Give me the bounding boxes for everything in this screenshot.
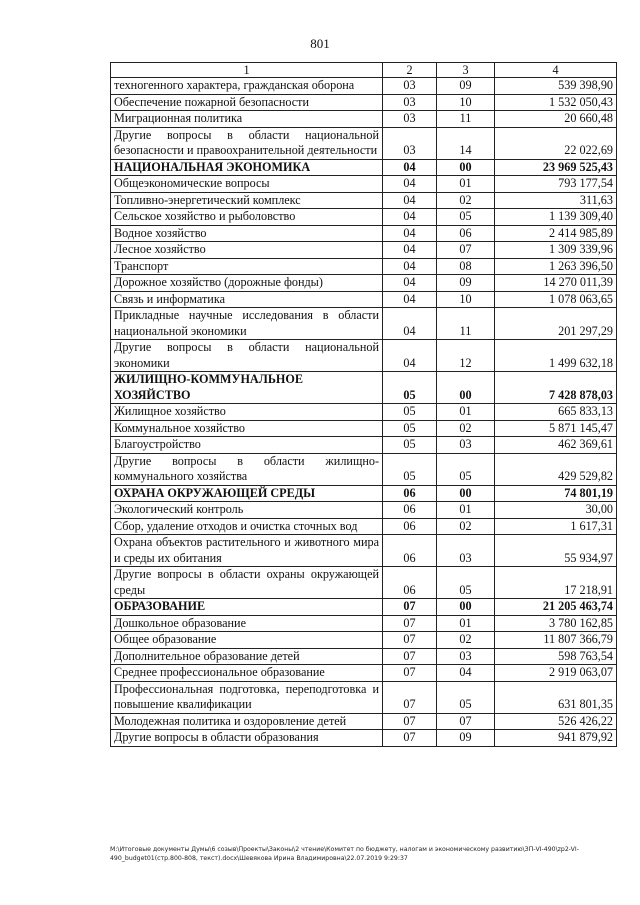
row-name: Общее образование — [111, 632, 383, 649]
row-name: Благоустройство — [111, 437, 383, 454]
row-amount: 30,00 — [495, 502, 617, 519]
row-section: 04 — [383, 209, 437, 226]
table-row — [111, 437, 617, 454]
row-subsection: 14 — [437, 127, 495, 159]
row-section: 07 — [383, 599, 437, 616]
row-subsection: 00 — [437, 159, 495, 176]
row-section: 06 — [383, 502, 437, 519]
page-number: 801 — [310, 36, 330, 51]
row-name: техногенного характера, гражданская оборона — [111, 78, 383, 95]
row-amount: 631 801,35 — [495, 681, 617, 713]
row-amount: 1 532 050,43 — [495, 94, 617, 111]
row-amount: 55 934,97 — [495, 535, 617, 567]
row-subsection: 09 — [437, 275, 495, 292]
table-row — [111, 730, 617, 747]
row-section: 07 — [383, 632, 437, 649]
table-row — [111, 372, 617, 404]
table-row — [111, 615, 617, 632]
table-row — [111, 535, 617, 567]
row-section: 03 — [383, 94, 437, 111]
row-subsection: 01 — [437, 502, 495, 519]
row-amount: 20 660,48 — [495, 111, 617, 128]
row-name: ЖИЛИЩНО-КОММУНАЛЬНОЕ ХОЗЯЙСТВО — [111, 372, 383, 404]
row-amount: 462 369,61 — [495, 437, 617, 454]
row-subsection: 07 — [437, 242, 495, 259]
row-section: 04 — [383, 258, 437, 275]
row-amount: 5 871 145,47 — [495, 420, 617, 437]
table-row — [111, 648, 617, 665]
row-subsection: 05 — [437, 567, 495, 599]
row-section: 05 — [383, 372, 437, 404]
row-amount: 1 263 396,50 — [495, 258, 617, 275]
row-name: Общеэкономические вопросы — [111, 176, 383, 193]
row-subsection: 03 — [437, 437, 495, 454]
table-row — [111, 242, 617, 259]
table-row — [111, 111, 617, 128]
row-name: Экологический контроль — [111, 502, 383, 519]
row-section: 07 — [383, 713, 437, 730]
row-subsection: 00 — [437, 372, 495, 404]
table-row — [111, 420, 617, 437]
row-name: Миграционная политика — [111, 111, 383, 128]
table-row — [111, 713, 617, 730]
row-amount: 1 499 632,18 — [495, 340, 617, 372]
row-name: Другие вопросы в области охраны окружающей среды — [111, 567, 383, 599]
row-name: ОХРАНА ОКРУЖАЮЩЕЙ СРЕДЫ — [111, 485, 383, 502]
row-subsection: 02 — [437, 632, 495, 649]
table-row — [111, 681, 617, 713]
row-amount: 17 218,91 — [495, 567, 617, 599]
table-row — [111, 291, 617, 308]
column-header-3: 3 — [437, 63, 495, 78]
table-row — [111, 567, 617, 599]
row-subsection: 09 — [437, 730, 495, 747]
row-amount: 23 969 525,43 — [495, 159, 617, 176]
row-name: Транспорт — [111, 258, 383, 275]
row-name: Другие вопросы в области национальной экономики — [111, 340, 383, 372]
row-amount: 429 529,82 — [495, 453, 617, 485]
row-amount: 3 780 162,85 — [495, 615, 617, 632]
row-section: 04 — [383, 242, 437, 259]
row-subsection: 00 — [437, 485, 495, 502]
table-row — [111, 127, 617, 159]
table-row — [111, 159, 617, 176]
row-name: Жилищное хозяйство — [111, 404, 383, 421]
row-section: 06 — [383, 485, 437, 502]
table-row — [111, 209, 617, 226]
table-row — [111, 94, 617, 111]
row-subsection: 00 — [437, 599, 495, 616]
budget-table — [110, 62, 617, 747]
table-row — [111, 632, 617, 649]
row-name: Другие вопросы в области образования — [111, 730, 383, 747]
row-subsection: 07 — [437, 713, 495, 730]
row-subsection: 06 — [437, 225, 495, 242]
row-name: Связь и информатика — [111, 291, 383, 308]
row-section: 04 — [383, 291, 437, 308]
row-amount: 21 205 463,74 — [495, 599, 617, 616]
row-amount: 14 270 011,39 — [495, 275, 617, 292]
row-amount: 941 879,92 — [495, 730, 617, 747]
row-amount: 11 807 366,79 — [495, 632, 617, 649]
row-section: 06 — [383, 535, 437, 567]
column-header-4: 4 — [495, 63, 617, 78]
table-row — [111, 340, 617, 372]
row-section: 04 — [383, 225, 437, 242]
row-section: 06 — [383, 518, 437, 535]
row-section: 03 — [383, 111, 437, 128]
row-section: 07 — [383, 615, 437, 632]
row-subsection: 03 — [437, 535, 495, 567]
table-row — [111, 78, 617, 95]
row-subsection: 02 — [437, 420, 495, 437]
row-subsection: 01 — [437, 404, 495, 421]
row-subsection: 08 — [437, 258, 495, 275]
row-subsection: 02 — [437, 192, 495, 209]
file-path-footer: M:\Итоговые документы Думы\6 созыв\Проекты\Законы\2 чтение\Комитет по бюджету, налогам и экономическому развитию\ЗП-VI-490\zp2-VI-490_budget01(стр.800-808, текст).docx\Шевякова Ирина Владимировна\22.07.2019 9:29:37 — [110, 846, 579, 862]
row-subsection: 01 — [437, 615, 495, 632]
row-amount: 201 297,29 — [495, 308, 617, 340]
table-row — [111, 502, 617, 519]
table-row — [111, 308, 617, 340]
row-amount: 7 428 878,03 — [495, 372, 617, 404]
row-amount: 1 309 339,96 — [495, 242, 617, 259]
row-subsection: 10 — [437, 291, 495, 308]
table-row — [111, 192, 617, 209]
row-name: Дополнительное образование детей — [111, 648, 383, 665]
row-subsection: 02 — [437, 518, 495, 535]
row-subsection: 05 — [437, 453, 495, 485]
row-amount: 311,63 — [495, 192, 617, 209]
table-row — [111, 225, 617, 242]
row-section: 03 — [383, 78, 437, 95]
row-amount: 665 833,13 — [495, 404, 617, 421]
row-amount: 22 022,69 — [495, 127, 617, 159]
column-header-2: 2 — [383, 63, 437, 78]
table-row — [111, 665, 617, 682]
row-section: 07 — [383, 730, 437, 747]
row-amount: 74 801,19 — [495, 485, 617, 502]
row-amount: 2 414 985,89 — [495, 225, 617, 242]
column-header-1: 1 — [111, 63, 383, 78]
row-name: Профессиональная подготовка, переподготовка и повышение квалификации — [111, 681, 383, 713]
row-section: 04 — [383, 192, 437, 209]
row-amount: 526 426,22 — [495, 713, 617, 730]
row-name: Водное хозяйство — [111, 225, 383, 242]
table-row — [111, 518, 617, 535]
row-name: Другие вопросы в области национальной безопасности и правоохранительной деятельности — [111, 127, 383, 159]
row-subsection: 03 — [437, 648, 495, 665]
row-amount: 2 919 063,07 — [495, 665, 617, 682]
row-name: Топливно-энергетический комплекс — [111, 192, 383, 209]
row-amount: 539 398,90 — [495, 78, 617, 95]
row-name: Сбор, удаление отходов и очистка сточных вод — [111, 518, 383, 535]
row-subsection: 01 — [437, 176, 495, 193]
row-section: 05 — [383, 437, 437, 454]
row-section: 07 — [383, 665, 437, 682]
row-amount: 793 177,54 — [495, 176, 617, 193]
row-section: 04 — [383, 176, 437, 193]
row-section: 04 — [383, 340, 437, 372]
row-name: Прикладные научные исследования в области национальной экономики — [111, 308, 383, 340]
row-section: 04 — [383, 275, 437, 292]
row-name: Сельское хозяйство и рыболовство — [111, 209, 383, 226]
table-header-row — [111, 63, 617, 78]
table-row — [111, 404, 617, 421]
row-name: ОБРАЗОВАНИЕ — [111, 599, 383, 616]
row-name: Охрана объектов растительного и животного мира и среды их обитания — [111, 535, 383, 567]
row-name: Коммунальное хозяйство — [111, 420, 383, 437]
table-row — [111, 453, 617, 485]
row-section: 04 — [383, 159, 437, 176]
row-name: Дошкольное образование — [111, 615, 383, 632]
row-section: 04 — [383, 308, 437, 340]
row-section: 05 — [383, 420, 437, 437]
row-name: Лесное хозяйство — [111, 242, 383, 259]
row-section: 05 — [383, 404, 437, 421]
row-amount: 1 617,31 — [495, 518, 617, 535]
row-name: Среднее профессиональное образование — [111, 665, 383, 682]
row-subsection: 05 — [437, 681, 495, 713]
row-name: Молодежная политика и оздоровление детей — [111, 713, 383, 730]
row-name: НАЦИОНАЛЬНАЯ ЭКОНОМИКА — [111, 159, 383, 176]
row-section: 03 — [383, 127, 437, 159]
table-row — [111, 176, 617, 193]
row-section: 05 — [383, 453, 437, 485]
row-subsection: 12 — [437, 340, 495, 372]
row-name: Другие вопросы в области жилищно-коммунального хозяйства — [111, 453, 383, 485]
row-section: 06 — [383, 567, 437, 599]
table-row — [111, 599, 617, 616]
row-section: 07 — [383, 681, 437, 713]
row-subsection: 11 — [437, 111, 495, 128]
row-amount: 1 139 309,40 — [495, 209, 617, 226]
row-name: Обеспечение пожарной безопасности — [111, 94, 383, 111]
row-section: 07 — [383, 648, 437, 665]
table-row — [111, 258, 617, 275]
row-name: Дорожное хозяйство (дорожные фонды) — [111, 275, 383, 292]
row-subsection: 10 — [437, 94, 495, 111]
row-subsection: 05 — [437, 209, 495, 226]
row-subsection: 11 — [437, 308, 495, 340]
table-row — [111, 485, 617, 502]
row-subsection: 04 — [437, 665, 495, 682]
row-amount: 598 763,54 — [495, 648, 617, 665]
table-row — [111, 275, 617, 292]
row-amount: 1 078 063,65 — [495, 291, 617, 308]
row-subsection: 09 — [437, 78, 495, 95]
